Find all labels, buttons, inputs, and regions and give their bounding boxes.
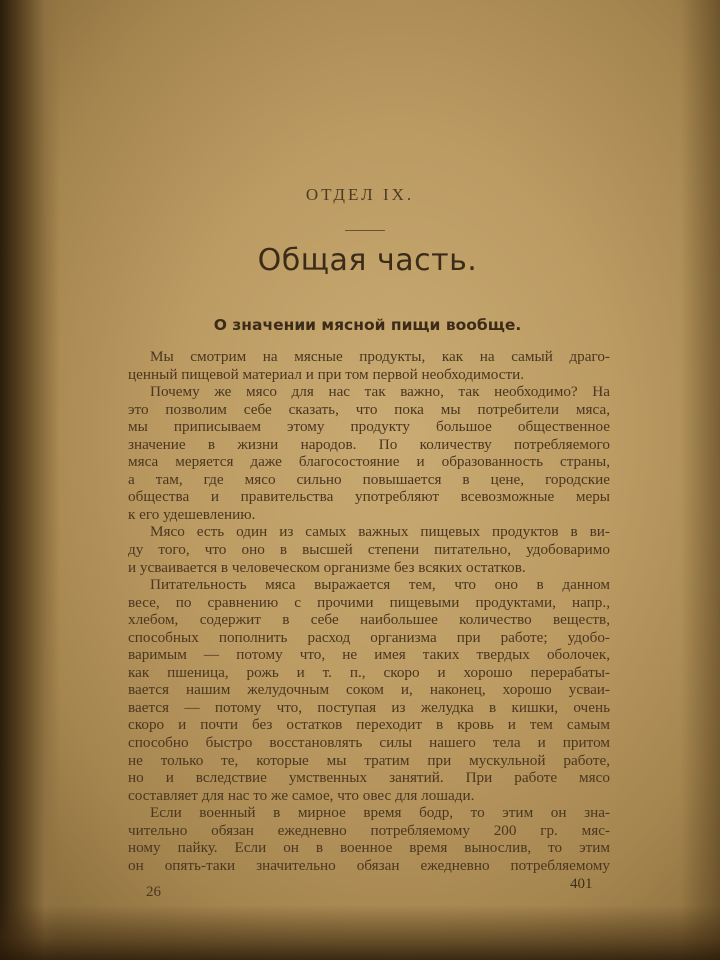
signature-mark: 26 [146, 884, 161, 900]
text-line: как пшеница, рожь и т. п., скоро и хорошо перерабаты- [128, 663, 610, 681]
page-number: 401 [570, 876, 593, 892]
text-line: ному пайку. Если он в военное время вынослив, то этим [128, 839, 610, 857]
text-line: он опять-таки значительно обязан ежедневно потребляемому [128, 856, 610, 874]
text-line: скоро и почти без остатков переходит в кровь и тем самым [128, 716, 610, 734]
text-line: весе, по сравнению с прочими пищевыми продуктами, напр., [128, 593, 610, 611]
text-line: и усваивается в человеческом организме без всяких остатков. [128, 558, 526, 576]
text-line: мяса меряется даже благосостояние и образованность страны, [128, 453, 610, 471]
text-line: мы приписываем этому продукту большое общественное [128, 418, 610, 436]
text-line: Почему же мясо для нас так важно, так необходимо? На [150, 383, 610, 401]
text-line: а там, где мясо сильно повышается в цене, городские [128, 470, 610, 488]
text-line: вается — потому что, поступая из желудка в кишки, очень [128, 698, 610, 716]
text-line: Питательность мяса выражается тем, что оно в данном [150, 576, 610, 594]
text-line: составляет для нас то же самое, что овес для лошади. [128, 786, 475, 804]
text-line: способно быстро восстановлять силы нашего тела и притом [128, 734, 610, 752]
text-line: способных пополнить расход организма при работе; удобо- [128, 628, 610, 646]
text-line: к его удешевлению. [128, 505, 256, 523]
title-divider [345, 230, 385, 231]
section-subheading: О значении мясной пищи вообще. [213, 316, 522, 334]
text-line: ценный пищевой материал и при том первой необходимости. [128, 365, 525, 383]
page-title: Общая часть. [257, 243, 478, 278]
text-line: это позволим себе сказать, что пока мы потребители мяса, [128, 400, 610, 418]
text-line: Если военный в мирное время бодр, то этим он зна- [150, 804, 610, 822]
text-line: но и вследствие умственных занятий. При работе мясо [128, 769, 610, 787]
text-line: Мясо есть один из самых важных пищевых продуктов в ви- [150, 523, 610, 541]
text-line: чительно обязан ежедневно потребляемому 200 гр. мяс- [128, 821, 610, 839]
text-line: значение в жизни народов. По количеству потребляемого [128, 435, 610, 453]
text-line: хлебом, содержит в себе наибольшее количество веществ, [128, 611, 610, 629]
text-line: не только те, которые мы тратим при мускульной работе, [128, 751, 610, 769]
text-line: Мы смотрим на мясные продукты, как на самый драго- [150, 348, 610, 365]
section-label: ОТДЕЛ IX. [305, 185, 415, 204]
text-line: ду того, что оно в высшей степени питательно, удобоваримо [128, 541, 610, 559]
body-text [128, 348, 610, 874]
text-line: вается нашим желудочным соком и, наконец, хорошо усваи- [128, 681, 610, 699]
text-line: варимым — потому что, не имея таких твердых оболочек, [128, 646, 610, 664]
text-line: общества и правительства употребляют всевозможные меры [128, 488, 610, 506]
